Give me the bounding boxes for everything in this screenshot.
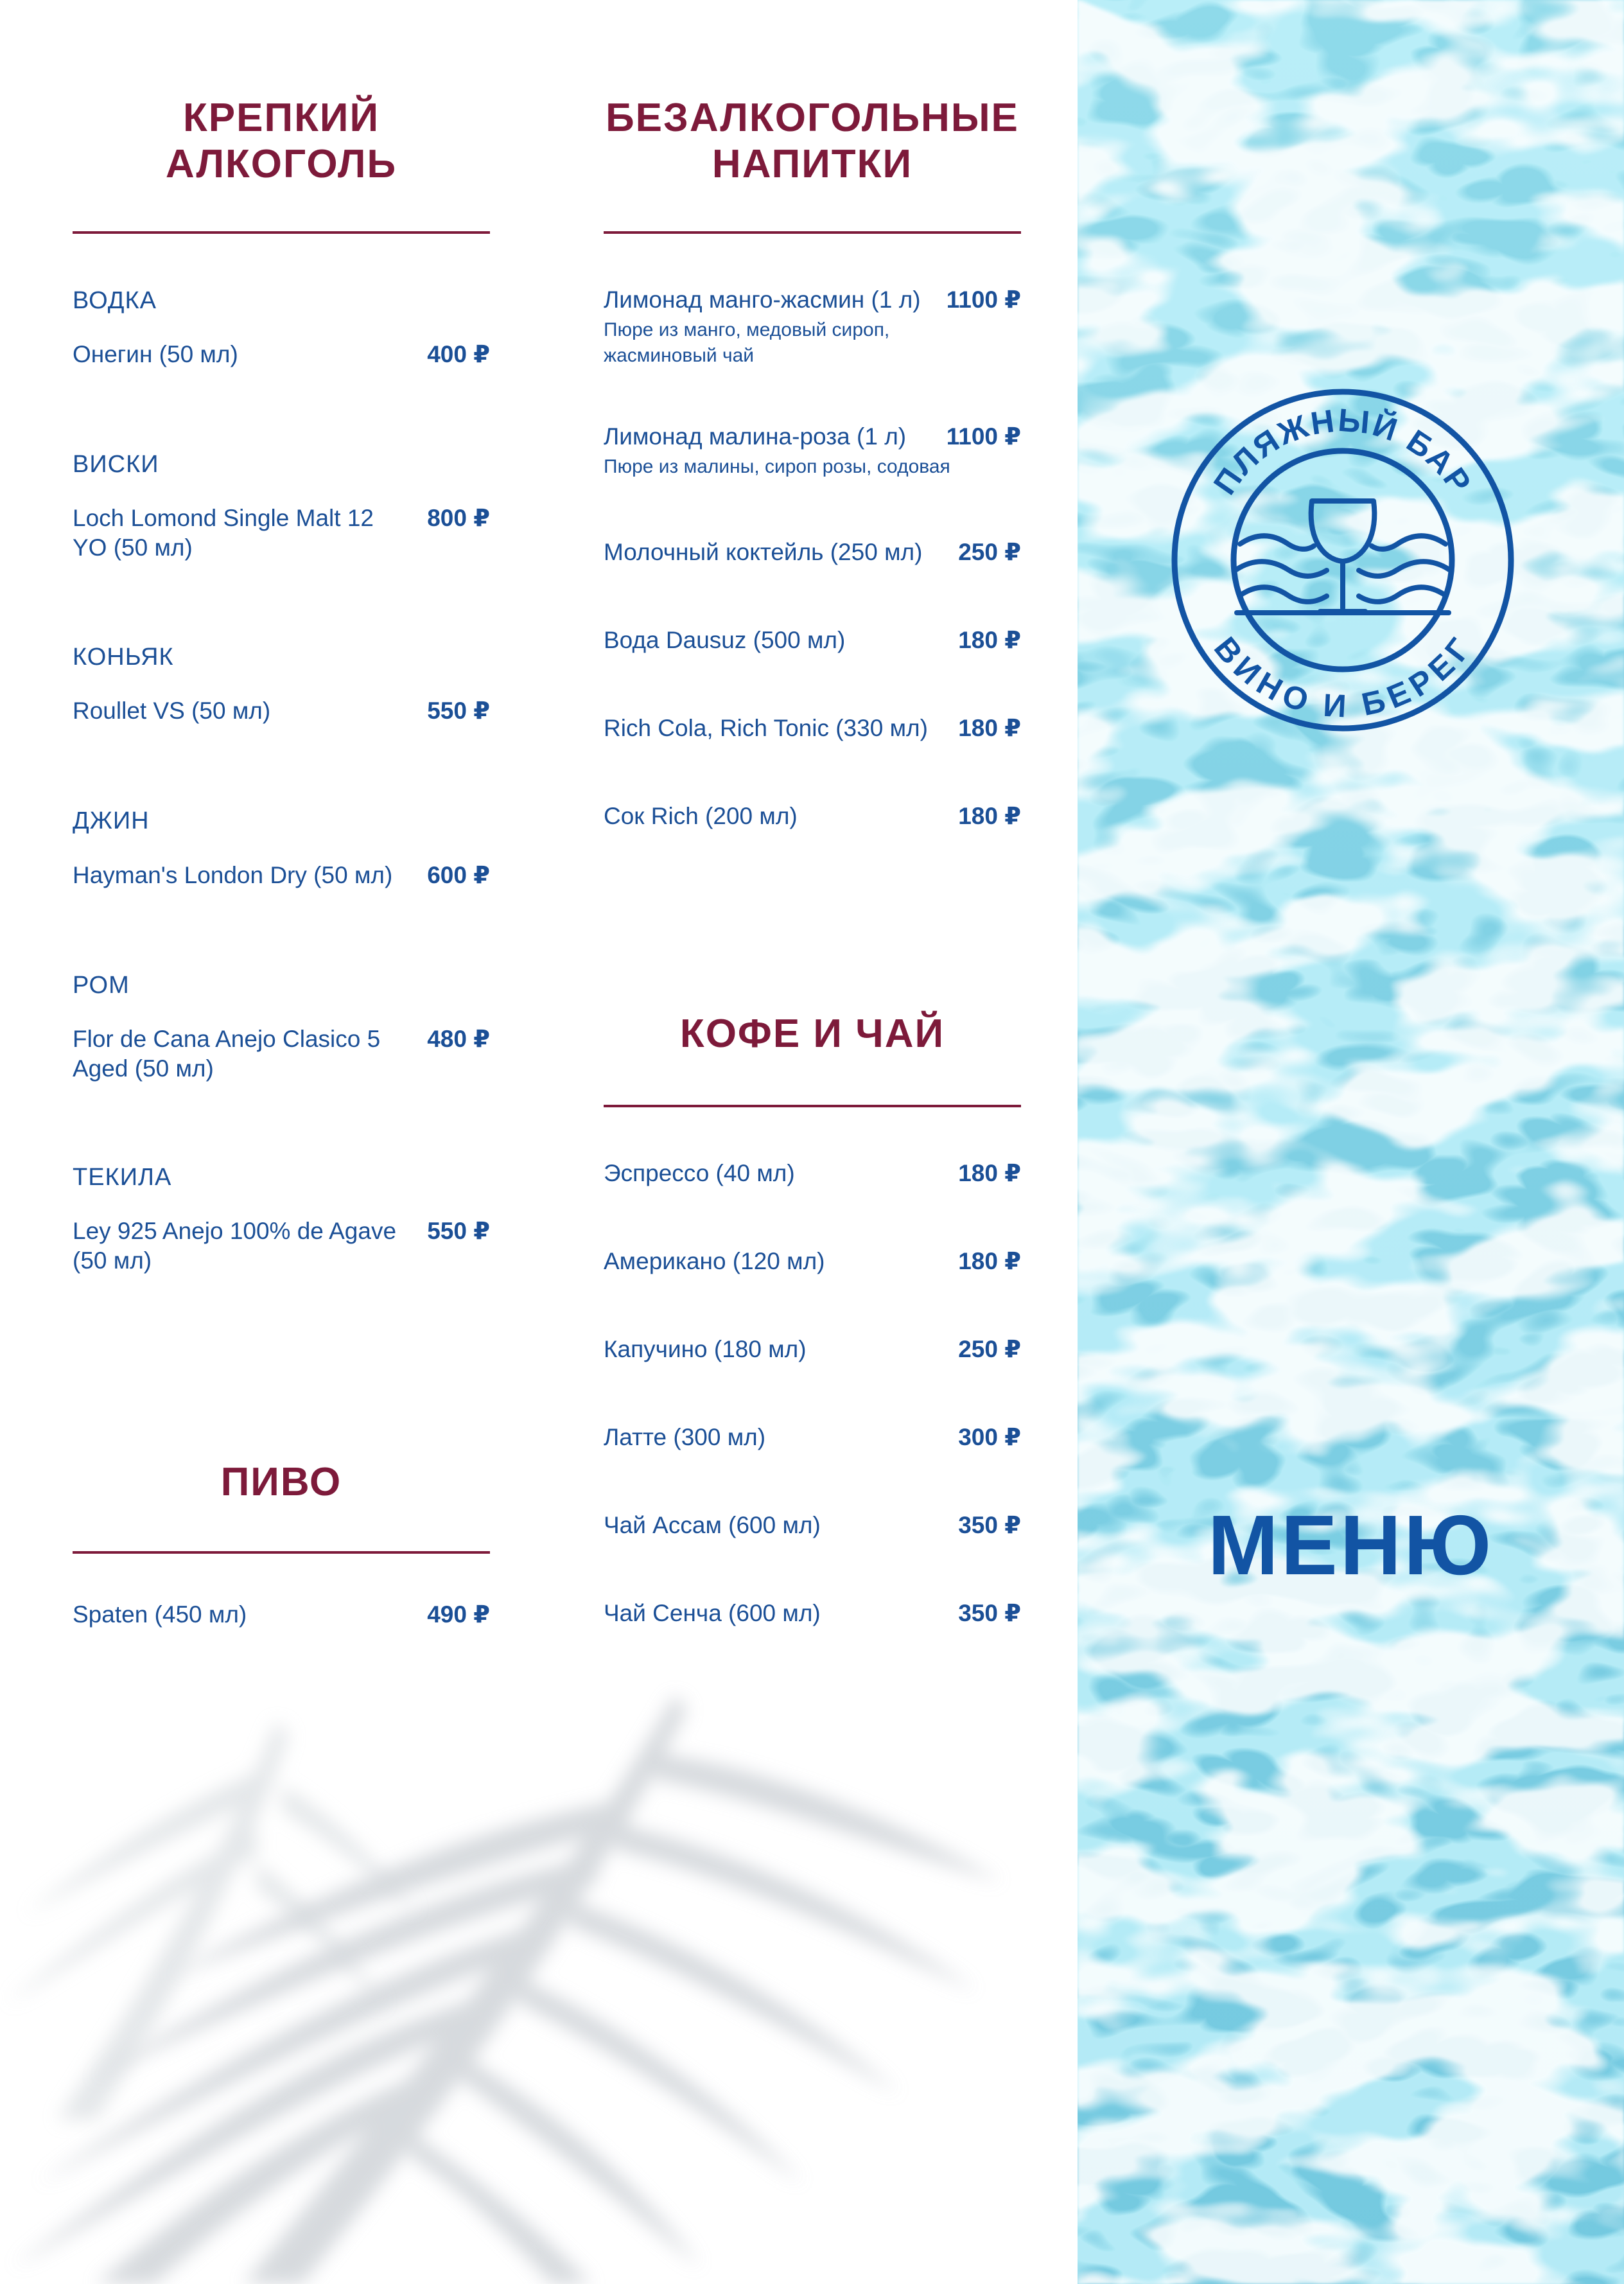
menu-title: МЕНЮ (1207, 1498, 1494, 1592)
menu-item (73, 340, 490, 369)
menu-item (604, 1511, 1021, 1540)
item-name: Hayman's London Dry (50 мл) (73, 862, 393, 888)
menu-item (73, 696, 490, 726)
category-cognac: КОНЬЯК (73, 644, 174, 671)
divider (73, 1551, 490, 1554)
beach-bar-logo (1169, 387, 1516, 734)
item-price: 180 ₽ (958, 1248, 1021, 1274)
item-name: Сок Rich (200 мл) (604, 803, 798, 829)
menu-item (604, 538, 1021, 567)
item-name: Лимонад манго-жасмин (1 л) (604, 286, 921, 313)
menu-item (604, 422, 1021, 480)
item-description: Пюре из малины, сироп розы, содовая (604, 456, 950, 477)
logo-top-text: ПЛЯЖНЫЙ БАР (1206, 401, 1480, 501)
soft-title-line1: БЕЗАЛКОГОЛЬНЫЕ (606, 96, 1019, 140)
category-vodka: ВОДКА (73, 287, 157, 314)
menu-item (604, 1159, 1021, 1188)
divider (604, 1105, 1021, 1107)
item-name: Roullet VS (50 мл) (73, 698, 271, 724)
water-background (1078, 0, 1624, 2284)
item-price: 400 ₽ (427, 341, 490, 367)
beer-title: ПИВО (220, 1460, 342, 1504)
item-name: Капучино (180 мл) (604, 1336, 807, 1362)
strong-alcohol-title (73, 95, 490, 188)
palm-leaf-shadow (0, 1670, 1079, 2284)
menu-item (604, 626, 1021, 655)
menu-item (604, 1423, 1021, 1452)
strong-title-line1: КРЕПКИЙ (182, 96, 380, 140)
item-name: Loch Lomond Single Malt 12 YO (50 мл) (73, 505, 374, 561)
item-description: Пюре из манго, медовый сироп, жасминовый чай (604, 319, 890, 366)
category-whisky: ВИСКИ (73, 451, 159, 478)
menu-item (604, 1599, 1021, 1628)
item-price: 1100 ₽ (946, 423, 1021, 450)
menu-item (73, 504, 490, 563)
item-price: 1100 ₽ (946, 286, 1021, 313)
item-name: Чай Сенча (600 мл) (604, 1600, 821, 1626)
item-price: 180 ₽ (958, 803, 1021, 829)
item-price: 550 ₽ (427, 698, 490, 724)
item-price: 250 ₽ (958, 539, 1021, 565)
item-name: Spaten (450 мл) (73, 1601, 247, 1628)
item-price: 300 ₽ (958, 1424, 1021, 1450)
item-name: Американо (120 мл) (604, 1248, 825, 1274)
item-name: Ley 925 Anejo 100% de Agave (50 мл) (73, 1218, 397, 1274)
item-price: 350 ₽ (958, 1600, 1021, 1626)
menu-item (604, 802, 1021, 831)
item-name: Чай Ассам (600 мл) (604, 1512, 821, 1538)
logo-bottom-text: ВИНО И БЕРЕГ (1207, 630, 1479, 725)
category-tequila: ТЕКИЛА (73, 1164, 172, 1191)
wine-glass-waves-icon (1236, 501, 1449, 613)
divider (604, 231, 1021, 234)
item-name: Rich Cola, Rich Tonic (330 мл) (604, 715, 928, 741)
category-rum: РОМ (73, 972, 130, 999)
menu-item (73, 1024, 490, 1084)
item-name: Молочный коктейль (250 мл) (604, 539, 923, 565)
item-price: 600 ₽ (427, 862, 490, 888)
menu-item (73, 861, 490, 890)
menu-item (604, 1247, 1021, 1276)
item-price: 250 ₽ (958, 1336, 1021, 1362)
item-name: Лимонад малина-роза (1 л) (604, 423, 907, 450)
soft-title-line2: НАПИТКИ (712, 142, 913, 186)
item-name: Вода Dausuz (500 мл) (604, 627, 846, 653)
item-price: 800 ₽ (427, 505, 490, 531)
item-name: Эспрессо (40 мл) (604, 1160, 795, 1186)
item-price: 180 ₽ (958, 627, 1021, 653)
menu-item (604, 285, 1021, 369)
item-name: Латте (300 мл) (604, 1424, 766, 1450)
menu-item (604, 714, 1021, 743)
strong-title-line2: АЛКОГОЛЬ (165, 142, 397, 186)
item-name: Flor de Cana Anejo Clasico 5 Aged (50 мл) (73, 1026, 381, 1082)
category-gin: ДЖИН (73, 807, 150, 834)
menu-item (73, 1217, 490, 1276)
item-price: 490 ₽ (427, 1601, 490, 1628)
item-price: 550 ₽ (427, 1218, 490, 1244)
item-name: Онегин (50 мл) (73, 341, 238, 367)
divider (73, 231, 490, 234)
soft-drinks-title (604, 95, 1021, 188)
menu-item (73, 1600, 490, 1630)
item-price: 480 ₽ (427, 1026, 490, 1052)
menu-item (604, 1335, 1021, 1364)
item-price: 180 ₽ (958, 715, 1021, 741)
coffee-tea-title: КОФЕ И ЧАЙ (679, 1012, 945, 1056)
item-price: 350 ₽ (958, 1512, 1021, 1538)
item-price: 180 ₽ (958, 1160, 1021, 1186)
